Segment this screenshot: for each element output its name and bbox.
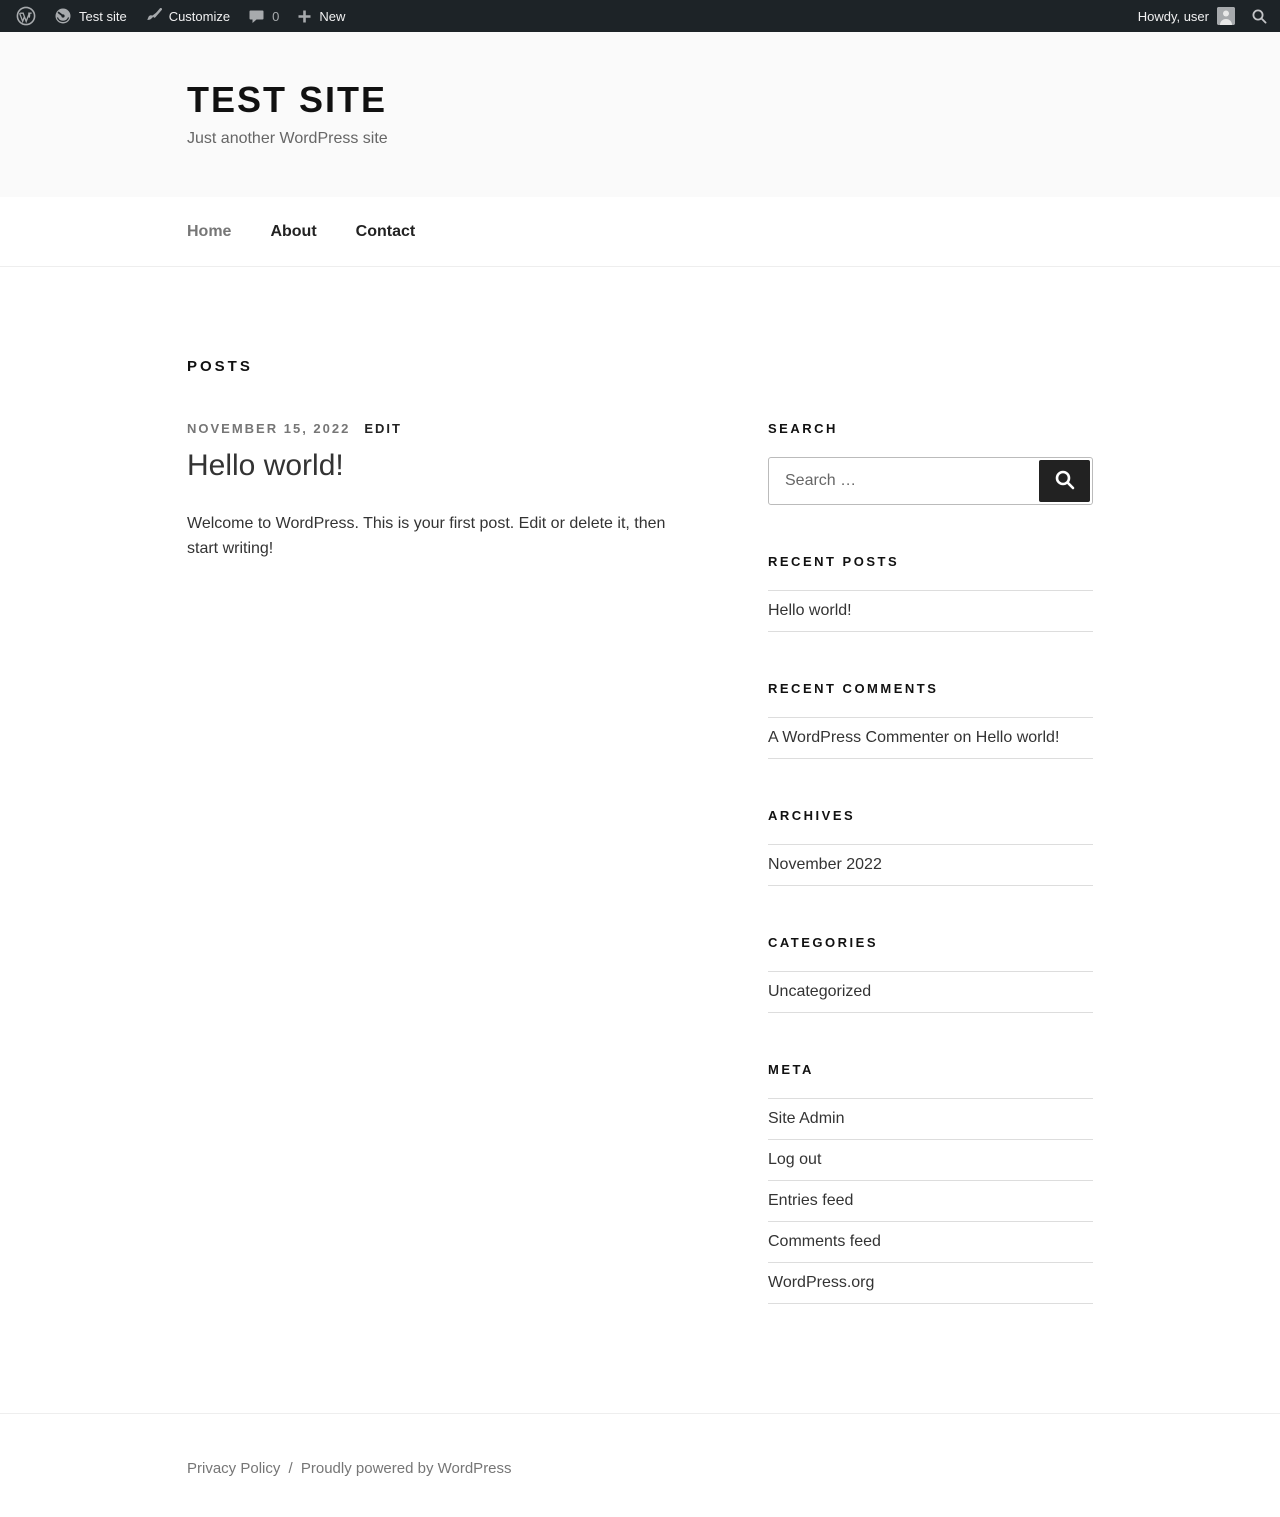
nav-item-home[interactable]: Home — [187, 222, 232, 240]
dashboard-gauge-icon — [54, 7, 72, 25]
list-item — [768, 1140, 1093, 1181]
admin-bar-account-menu[interactable] — [1138, 7, 1235, 25]
list-item — [768, 1099, 1093, 1140]
widget-search-title: SEARCH — [768, 421, 838, 436]
wordpress-logo-menu[interactable] — [7, 0, 45, 32]
admin-bar-customize-label: Customize — [168, 8, 231, 24]
list-item — [768, 1181, 1093, 1222]
widget-categories-title: CATEGORIES — [768, 935, 878, 950]
meta-wordpress-org-link[interactable]: WordPress.org — [768, 1274, 875, 1291]
page-content — [187, 267, 1093, 1353]
widget-meta-title: META — [768, 1062, 814, 1077]
search-icon — [1053, 468, 1077, 495]
list-item — [768, 845, 1093, 886]
paintbrush-icon — [145, 8, 162, 25]
nav-item-about[interactable]: About — [270, 222, 317, 240]
widget-meta — [768, 1062, 1093, 1304]
admin-bar-comment-count: 0 — [272, 8, 280, 24]
section-title-posts: POSTS — [187, 358, 253, 375]
comment-bubble-icon — [248, 8, 265, 25]
admin-bar-customize[interactable] — [136, 0, 239, 32]
privacy-policy-link[interactable]: Privacy Policy — [187, 1460, 281, 1477]
category-link[interactable]: Uncategorized — [768, 983, 872, 1000]
admin-bar-howdy-label: Howdy, user — [1137, 8, 1209, 24]
powered-by-link[interactable]: Proudly powered by WordPress — [300, 1460, 512, 1477]
site-title[interactable]: TEST SITE — [187, 79, 388, 120]
widget-recent-comments-title: RECENT COMMENTS — [768, 681, 939, 696]
list-item — [768, 718, 1093, 759]
post-list — [187, 421, 684, 1353]
post-edit-link[interactable]: EDIT — [364, 421, 402, 436]
widget-archives — [768, 808, 1093, 886]
widget-recent-comments — [768, 681, 1093, 759]
post-hello-world — [187, 421, 684, 562]
post-body: Welcome to WordPress. This is your first post. Edit or delete it, then start writing! — [187, 515, 666, 557]
user-avatar — [1217, 7, 1235, 25]
widget-categories — [768, 935, 1093, 1013]
comment-post-link[interactable]: Hello world! — [975, 729, 1060, 746]
meta-site-admin-link[interactable]: Site Admin — [768, 1110, 845, 1127]
list-item — [768, 591, 1093, 632]
nav-item-contact[interactable]: Contact — [355, 222, 416, 240]
site-footer — [0, 1413, 1280, 1517]
admin-bar-new-label: New — [319, 8, 346, 24]
meta-log-out-link[interactable]: Log out — [768, 1151, 822, 1168]
meta-entries-feed-link[interactable]: Entries feed — [768, 1192, 854, 1209]
site-header — [0, 32, 1280, 197]
admin-bar-new[interactable] — [288, 0, 354, 32]
sidebar — [768, 421, 1093, 1353]
recent-post-link[interactable]: Hello world! — [768, 602, 852, 619]
admin-bar-site-name[interactable] — [45, 0, 136, 32]
list-item — [768, 1263, 1093, 1304]
admin-bar-right — [1138, 7, 1268, 25]
widget-recent-posts — [768, 554, 1093, 632]
list-item — [768, 972, 1093, 1013]
archive-link[interactable]: November 2022 — [768, 856, 882, 873]
admin-bar — [0, 0, 1280, 32]
comment-author-link[interactable]: A WordPress Commenter — [768, 729, 950, 746]
search-form — [768, 457, 1093, 505]
main-navigation — [0, 197, 1280, 267]
widget-search — [768, 421, 1093, 505]
post-date: NOVEMBER 15, 2022 — [187, 421, 351, 436]
site-tagline: Just another WordPress site — [187, 130, 388, 147]
admin-bar-site-name-label: Test site — [79, 8, 127, 24]
comment-connector: on — [953, 729, 972, 746]
admin-bar-search-icon[interactable] — [1251, 8, 1268, 25]
plus-icon — [297, 9, 312, 24]
footer-separator: / — [288, 1460, 293, 1477]
meta-comments-feed-link[interactable]: Comments feed — [768, 1233, 881, 1250]
widget-recent-posts-title: RECENT POSTS — [768, 554, 900, 569]
search-submit-button[interactable] — [1039, 460, 1090, 502]
wordpress-logo-icon — [16, 6, 36, 26]
list-item — [768, 1222, 1093, 1263]
admin-bar-comments[interactable] — [239, 0, 288, 32]
widget-archives-title: ARCHIVES — [768, 808, 856, 823]
post-title-link[interactable]: Hello world! — [187, 449, 344, 482]
